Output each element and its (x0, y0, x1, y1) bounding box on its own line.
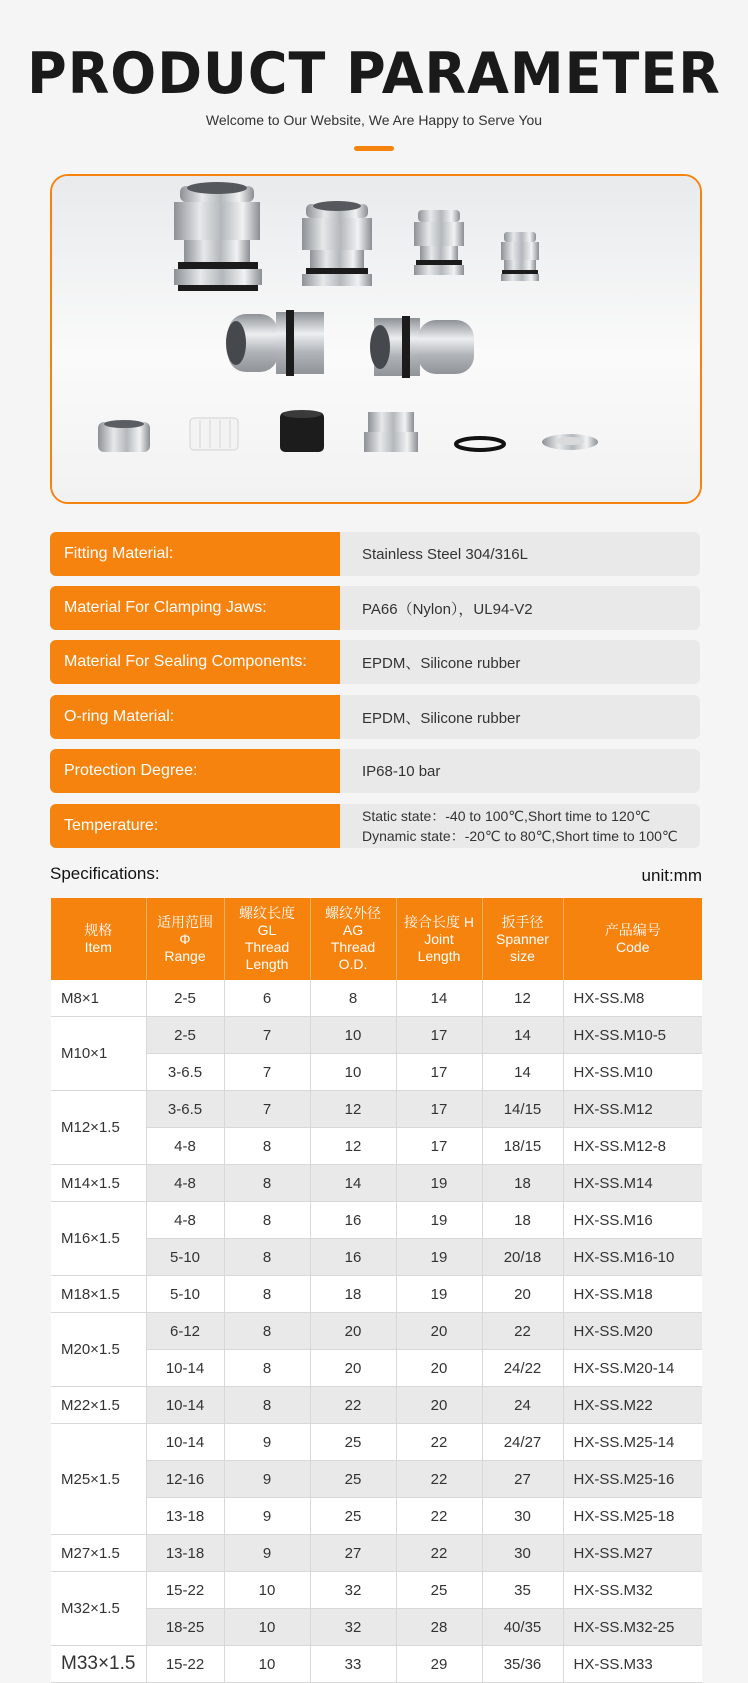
table-row (51, 1091, 702, 1128)
header-code: 产品编号 Code (563, 898, 702, 980)
cell-joint: 25 (396, 1572, 482, 1609)
cell-joint: 17 (396, 1091, 482, 1128)
header-thread-length: 螺纹长度 GL Thread Length (224, 898, 310, 980)
table-row (51, 1387, 702, 1424)
cell-item: M20×1.5 (51, 1313, 146, 1387)
header-spanner-size: 扳手径 Spanner size (482, 898, 563, 980)
cell-item: M22×1.5 (51, 1387, 146, 1424)
accent-divider (354, 146, 394, 151)
table-row (51, 1461, 702, 1498)
param-label: O-ring Material: (50, 695, 340, 739)
param-label: Fitting Material: (50, 532, 340, 576)
cell-ag: 27 (310, 1535, 396, 1572)
page-subtitle: Welcome to Our Website, We Are Happy to Serve You (205, 112, 543, 128)
cell-ag: 32 (310, 1609, 396, 1646)
table-row (51, 1535, 702, 1572)
table-row (51, 1202, 702, 1239)
cell-spanner: 18/15 (482, 1128, 563, 1165)
cell-code: HX-SS.M25-14 (563, 1424, 702, 1461)
cell-range: 13-18 (146, 1535, 224, 1572)
cell-joint: 29 (396, 1646, 482, 1683)
cell-joint: 28 (396, 1609, 482, 1646)
param-label: Temperature: (50, 804, 340, 848)
param-row-protection-degree (50, 749, 700, 793)
cell-ag: 32 (310, 1572, 396, 1609)
cell-code: HX-SS.M18 (563, 1276, 702, 1313)
cell-spanner: 20/18 (482, 1239, 563, 1276)
cell-range: 5-10 (146, 1239, 224, 1276)
cell-item: M32×1.5 (51, 1572, 146, 1646)
cell-ag: 33 (310, 1646, 396, 1683)
cell-item: M8×1 (51, 980, 146, 1017)
cell-ag: 16 (310, 1239, 396, 1276)
cell-code: HX-SS.M10 (563, 1054, 702, 1091)
cell-code: HX-SS.M25-16 (563, 1461, 702, 1498)
table-row (51, 1498, 702, 1535)
cell-ag: 10 (310, 1054, 396, 1091)
cell-item: M18×1.5 (51, 1276, 146, 1313)
cell-ag: 14 (310, 1165, 396, 1202)
cell-ag: 20 (310, 1313, 396, 1350)
specifications-table-body (51, 980, 702, 1683)
table-row (51, 1646, 702, 1683)
cell-gl: 8 (224, 1276, 310, 1313)
cell-joint: 17 (396, 1054, 482, 1091)
cell-spanner: 24/22 (482, 1350, 563, 1387)
param-row-o-ring (50, 695, 700, 739)
cell-code: HX-SS.M20-14 (563, 1350, 702, 1387)
cell-joint: 17 (396, 1128, 482, 1165)
cell-gl: 8 (224, 1313, 310, 1350)
table-row (51, 1572, 702, 1609)
cell-joint: 20 (396, 1350, 482, 1387)
cell-gl: 8 (224, 1165, 310, 1202)
cell-gl: 8 (224, 1128, 310, 1165)
header-thread-od: 螺纹外径 AG Thread O.D. (310, 898, 396, 980)
cell-spanner: 35 (482, 1572, 563, 1609)
cell-code: HX-SS.M25-18 (563, 1498, 702, 1535)
param-value (340, 804, 700, 848)
cell-ag: 25 (310, 1424, 396, 1461)
page-title: PRODUCT PARAMETER (27, 40, 721, 107)
cell-gl: 10 (224, 1609, 310, 1646)
cell-range: 3-6.5 (146, 1091, 224, 1128)
cell-range: 13-18 (146, 1498, 224, 1535)
cell-ag: 25 (310, 1498, 396, 1535)
cell-range: 6-12 (146, 1313, 224, 1350)
specifications-table (51, 898, 702, 1683)
cell-code: HX-SS.M32-25 (563, 1609, 702, 1646)
cell-ag: 25 (310, 1461, 396, 1498)
cell-range: 10-14 (146, 1387, 224, 1424)
cell-range: 4-8 (146, 1128, 224, 1165)
cell-code: HX-SS.M16-10 (563, 1239, 702, 1276)
cell-spanner: 20 (482, 1276, 563, 1313)
cell-joint: 20 (396, 1313, 482, 1350)
cell-spanner: 24/27 (482, 1424, 563, 1461)
cell-spanner: 14 (482, 1017, 563, 1054)
param-row-fitting-material (50, 532, 700, 576)
param-label: Material For Sealing Components: (50, 640, 340, 684)
cell-spanner: 18 (482, 1165, 563, 1202)
cell-range: 3-6.5 (146, 1054, 224, 1091)
cell-spanner: 30 (482, 1498, 563, 1535)
cell-ag: 10 (310, 1017, 396, 1054)
cell-joint: 19 (396, 1239, 482, 1276)
cell-code: HX-SS.M33 (563, 1646, 702, 1683)
cell-item: M27×1.5 (51, 1535, 146, 1572)
cell-item: M33×1.5 (51, 1646, 146, 1683)
cell-range: 12-16 (146, 1461, 224, 1498)
cell-ag: 8 (310, 980, 396, 1017)
param-value: Stainless Steel 304/316L (340, 532, 700, 576)
cell-item: M14×1.5 (51, 1165, 146, 1202)
cell-spanner: 22 (482, 1313, 563, 1350)
product-photo (50, 174, 702, 504)
cell-joint: 22 (396, 1498, 482, 1535)
cell-joint: 14 (396, 980, 482, 1017)
cell-item: M12×1.5 (51, 1091, 146, 1165)
cell-gl: 6 (224, 980, 310, 1017)
specifications-heading: Specifications: (50, 864, 160, 883)
cell-spanner: 14/15 (482, 1091, 563, 1128)
cell-range: 18-25 (146, 1609, 224, 1646)
param-value: PA66（Nylon），UL94-V2 (340, 586, 700, 630)
param-label: Protection Degree: (50, 749, 340, 793)
cell-gl: 9 (224, 1424, 310, 1461)
cell-range: 5-10 (146, 1276, 224, 1313)
param-value: EPDM、Silicone rubber (340, 695, 700, 739)
cell-joint: 17 (396, 1017, 482, 1054)
table-row (51, 1017, 702, 1054)
cell-spanner: 27 (482, 1461, 563, 1498)
cell-spanner: 18 (482, 1202, 563, 1239)
cell-gl: 9 (224, 1498, 310, 1535)
cell-gl: 8 (224, 1350, 310, 1387)
table-row (51, 980, 702, 1017)
cell-range: 10-14 (146, 1350, 224, 1387)
cell-item: M10×1 (51, 1017, 146, 1091)
cell-range: 4-8 (146, 1165, 224, 1202)
cell-spanner: 14 (482, 1054, 563, 1091)
cell-spanner: 12 (482, 980, 563, 1017)
cell-ag: 18 (310, 1276, 396, 1313)
cell-code: HX-SS.M8 (563, 980, 702, 1017)
cell-gl: 8 (224, 1239, 310, 1276)
cell-joint: 22 (396, 1535, 482, 1572)
table-row (51, 1165, 702, 1202)
table-header-row (51, 898, 702, 980)
cell-spanner: 30 (482, 1535, 563, 1572)
cell-code: HX-SS.M12 (563, 1091, 702, 1128)
cell-joint: 19 (396, 1276, 482, 1313)
cell-gl: 8 (224, 1202, 310, 1239)
cell-code: HX-SS.M20 (563, 1313, 702, 1350)
table-row (51, 1276, 702, 1313)
table-row (51, 1350, 702, 1387)
cell-item: M16×1.5 (51, 1202, 146, 1276)
cell-code: HX-SS.M27 (563, 1535, 702, 1572)
param-label: Material For Clamping Jaws: (50, 586, 340, 630)
table-row (51, 1128, 702, 1165)
cell-range: 2-5 (146, 1017, 224, 1054)
cell-joint: 22 (396, 1424, 482, 1461)
param-value: EPDM、Silicone rubber (340, 640, 700, 684)
table-row (51, 1424, 702, 1461)
table-row (51, 1313, 702, 1350)
cell-ag: 22 (310, 1387, 396, 1424)
cell-range: 10-14 (146, 1424, 224, 1461)
table-row (51, 1054, 702, 1091)
header-item: 规格 Item (51, 898, 146, 980)
param-row-temperature (50, 804, 700, 848)
cable-gland-product-photo-icon (52, 176, 700, 502)
cell-gl: 7 (224, 1054, 310, 1091)
param-value: IP68-10 bar (340, 749, 700, 793)
cell-gl: 7 (224, 1017, 310, 1054)
cell-gl: 10 (224, 1572, 310, 1609)
cell-joint: 19 (396, 1165, 482, 1202)
cell-joint: 22 (396, 1461, 482, 1498)
cell-code: HX-SS.M10-5 (563, 1017, 702, 1054)
cell-range: 2-5 (146, 980, 224, 1017)
param-row-clamping-jaws (50, 586, 700, 630)
header-joint-length: 接合长度 H Joint Length (396, 898, 482, 980)
cell-gl: 10 (224, 1646, 310, 1683)
cell-gl: 9 (224, 1535, 310, 1572)
cell-range: 15-22 (146, 1572, 224, 1609)
cell-spanner: 24 (482, 1387, 563, 1424)
table-row (51, 1609, 702, 1646)
param-row-sealing-components (50, 640, 700, 684)
cell-code: HX-SS.M22 (563, 1387, 702, 1424)
unit-label: unit:mm (641, 866, 702, 885)
cell-gl: 7 (224, 1091, 310, 1128)
table-row (51, 1239, 702, 1276)
cell-range: 15-22 (146, 1646, 224, 1683)
cell-spanner: 35/36 (482, 1646, 563, 1683)
cell-ag: 12 (310, 1128, 396, 1165)
cell-gl: 9 (224, 1461, 310, 1498)
cell-ag: 16 (310, 1202, 396, 1239)
cell-code: HX-SS.M12-8 (563, 1128, 702, 1165)
cell-spanner: 40/35 (482, 1609, 563, 1646)
cell-code: HX-SS.M32 (563, 1572, 702, 1609)
cell-ag: 12 (310, 1091, 396, 1128)
cell-item: M25×1.5 (51, 1424, 146, 1535)
cell-gl: 8 (224, 1387, 310, 1424)
temperature-dynamic: Dynamic state：-20℃ to 80℃,Short time to 100℃ (362, 828, 678, 844)
header-range: 适用范围 Φ Range (146, 898, 224, 980)
cell-ag: 20 (310, 1350, 396, 1387)
cell-joint: 20 (396, 1387, 482, 1424)
cell-code: HX-SS.M16 (563, 1202, 702, 1239)
cell-range: 4-8 (146, 1202, 224, 1239)
temperature-static: Static state：-40 to 100℃,Short time to 120℃ (362, 808, 651, 824)
cell-code: HX-SS.M14 (563, 1165, 702, 1202)
cell-joint: 19 (396, 1202, 482, 1239)
